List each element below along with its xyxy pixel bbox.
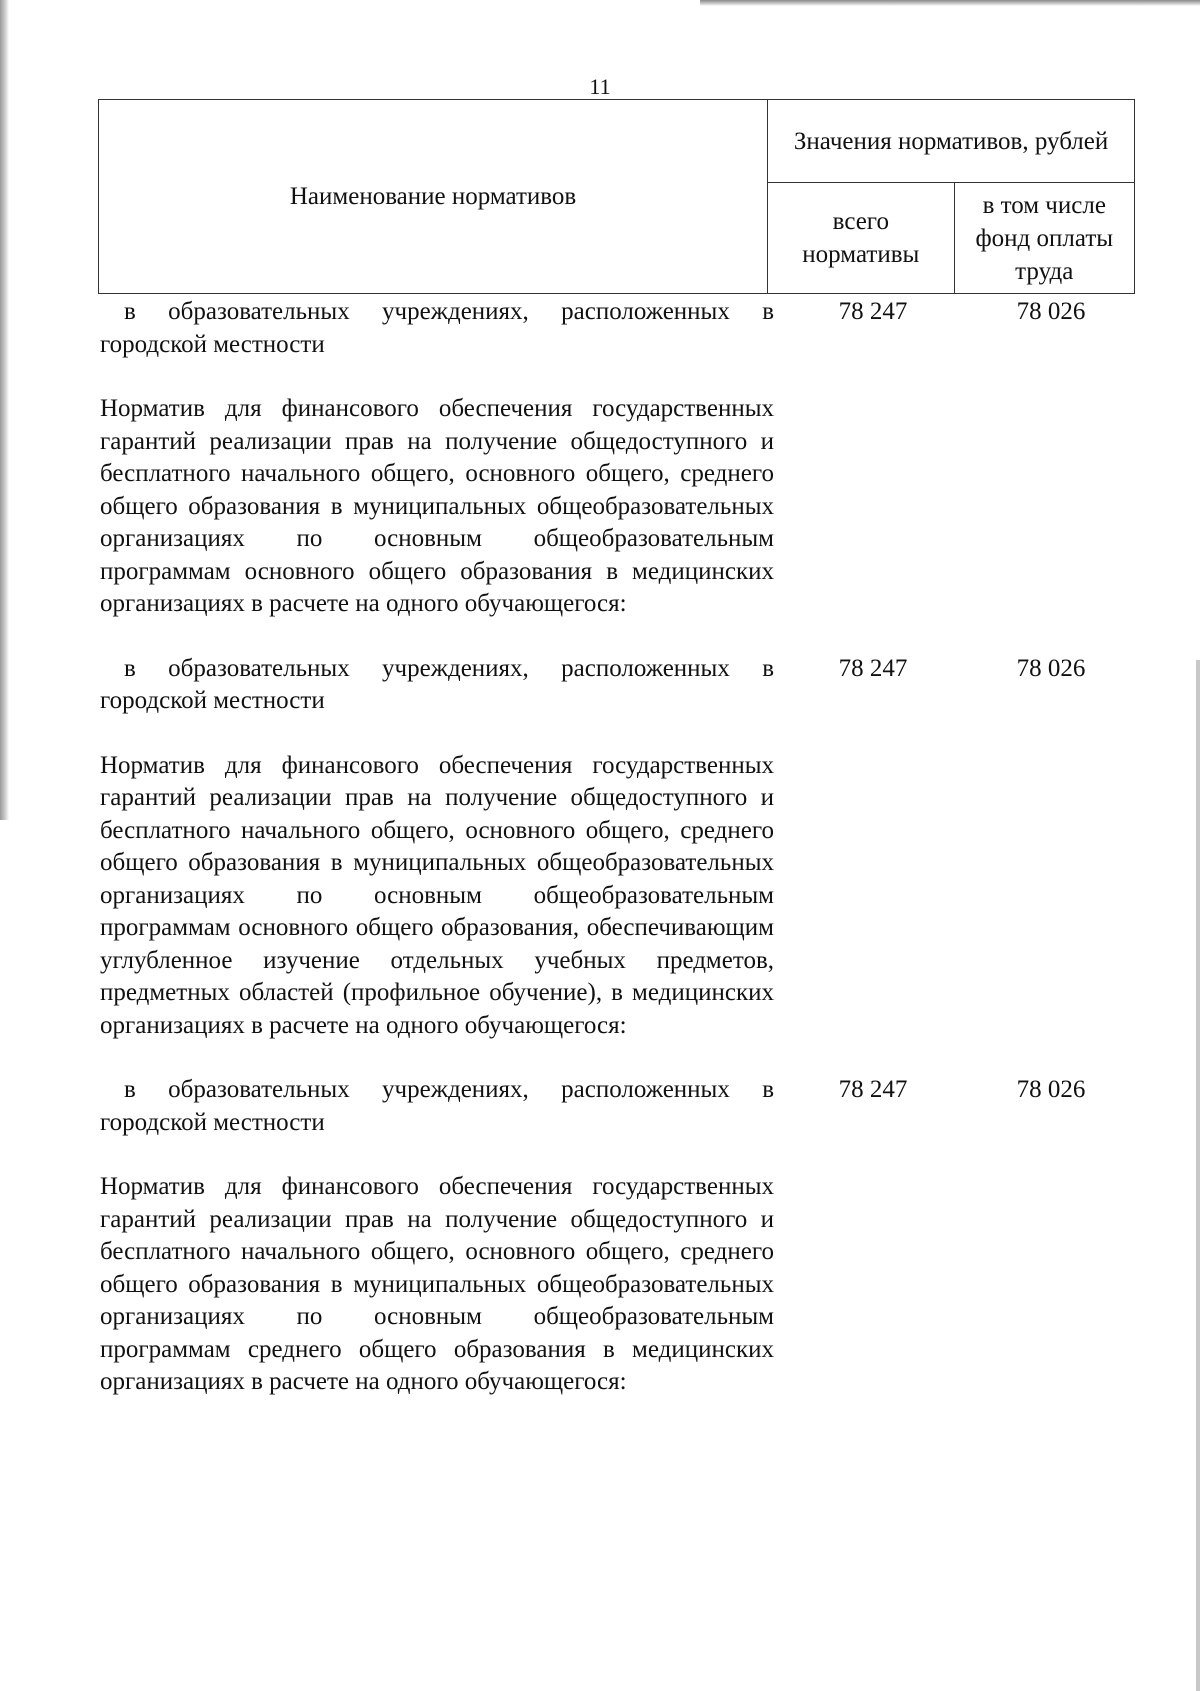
value-total: 78 247 [838, 654, 908, 682]
scan-edge-top [700, 0, 1200, 6]
subitem-text: в образовательных учреждениях, расположенных в городской местности [100, 298, 774, 358]
header-name-column: Наименование нормативов [99, 100, 768, 294]
table-row-normative [100, 393, 1135, 621]
table-row-subitem [100, 653, 1135, 718]
table-row-subitem [100, 1074, 1135, 1139]
header-fund-column: в том числе фонд оплаты труда [954, 183, 1134, 294]
table-row-normative [100, 1171, 1135, 1399]
normative-text: Норматив для финансового обеспечения государственных гарантий реализации прав на получение общедоступного и бесплатного начального общего, основного общего, среднего общего образования в муниципальных общеобразовательных организациях по основным общеобразовательным программам основного общего образования, обеспечивающим углубленное изучение отдельных учебных предметов, предметных областей (профильное обучение), в медицинских организациях в расчете на одного обучающегося: [100, 751, 774, 1039]
value-fund: 78 026 [1016, 298, 1086, 325]
normative-text: Норматив для финансового обеспечения государственных гарантий реализации прав на получение общедоступного и бесплатного начального общего, основного общего, среднего общего образования в муниципальных общеобразовательных организациях по основным общеобразовательным программам основного общего образования в медицинских организациях в расчете на одного обучающегося: [100, 395, 774, 617]
subitem-text: в образовательных учреждениях, расположенных в городской местности [100, 1076, 774, 1136]
subitem-text: в образовательных учреждениях, расположенных в городской местности [100, 654, 774, 714]
table-row-subitem [100, 296, 1135, 361]
value-fund: 78 026 [1016, 1076, 1086, 1103]
table-row-normative [100, 750, 1135, 1043]
header-total-column: всего нормативы [768, 183, 954, 294]
value-total: 78 247 [838, 298, 908, 325]
table-header [98, 99, 1135, 294]
value-total: 78 247 [838, 1076, 908, 1103]
scan-edge-left [0, 0, 9, 820]
table-body [100, 296, 1135, 1399]
normative-text: Норматив для финансового обеспечения государственных гарантий реализации прав на получение общедоступного и бесплатного начального общего, основного общего, среднего общего образования в муниципальных общеобразовательных организациях по основным общеобразовательным программам среднего общего образования в медицинских организациях в расчете на одного обучающегося: [100, 1173, 774, 1395]
page-number: 11 [589, 74, 611, 99]
header-values-group: Значения нормативов, рублей [768, 100, 1135, 183]
scan-edge-right [1196, 660, 1200, 1691]
value-fund: 78 026 [1016, 654, 1086, 682]
